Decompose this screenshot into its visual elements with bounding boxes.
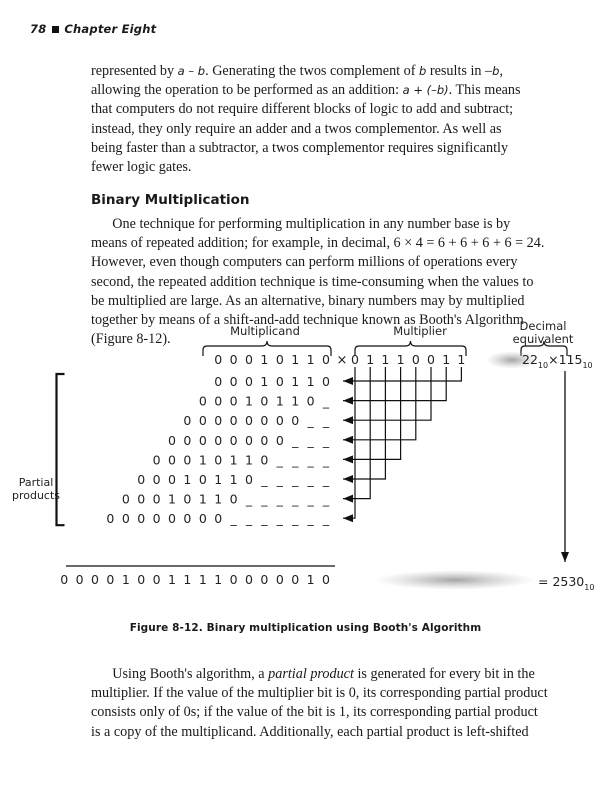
result-bit: 0 [75,572,84,587]
decimal-multiplicand: 22 [522,352,538,367]
partial-product-bit: 0 [152,452,161,468]
text-run: allowing the operation to be performed as an addition: [91,82,403,99]
partial-product-bit: 0 [183,511,192,527]
partial-product-bit: 1 [168,491,176,507]
shift-placeholder: _ [261,472,268,487]
partial-product-bit: 0 [214,511,223,527]
partial-product-bit: 0 [137,472,146,487]
multiplicand-bit: 0 [275,352,284,367]
partial-product-bit: 1 [214,472,223,487]
result-bit: 0 [322,572,330,587]
shift-placeholder: _ [245,491,253,507]
multiplicand-bit: 1 [306,352,315,367]
partial-product-bit: 0 [229,374,238,389]
result-bit: 1 [198,572,207,587]
inline-variable: b [419,64,427,78]
partial-product-bit: 0 [168,472,176,487]
multiplier-bit: 0 [427,352,435,367]
partial-product-bit: 0 [229,432,238,448]
partial-product-bit: 0 [137,491,146,507]
shift-placeholder: _ [322,413,330,429]
multiplicand-bit: 1 [260,352,269,367]
shift-placeholder: _ [322,511,330,527]
partial-product-bit: 0 [245,472,253,487]
result-bit: 0 [91,572,99,587]
text-run: . Generating the twos complement of [205,63,420,79]
partial-product-bit: 1 [198,452,207,468]
multiplier-bit: 1 [442,352,451,367]
partial-product-bit: 1 [229,452,238,468]
text-run: instead, they only require an adder and a twos complementor. As well as [91,120,502,137]
partial-product-bit: 0 [214,393,223,409]
partial-product-bit: 0 [229,491,238,507]
result-bit: 0 [106,572,115,587]
shift-placeholder: _ [292,452,299,468]
text-line [91,684,581,703]
multiplier-bit: 0 [411,352,420,367]
result-bit: 0 [275,572,284,587]
text-run: be multiplied are large. As an alternative, binary numbers may by multiplied [91,292,525,309]
text-run: is a copy of the multiplicand. Additionally, each partial product is left-shifted [91,723,529,740]
text-line [91,665,581,684]
multiplier-bit: 0 [351,352,359,367]
text-run: results in – [426,63,493,79]
text-run: is generated for every bit in the [353,666,535,682]
partial-product-bit: 1 [260,374,269,389]
partial-product-bit: 0 [214,374,223,389]
text-run [268,666,354,682]
result-bit: 1 [168,572,176,587]
partial-product-bit: 0 [260,393,269,409]
partial-product-bit: 0 [260,452,269,468]
decimal-label: Decimal [519,319,567,333]
shift-placeholder: _ [261,491,268,507]
shift-placeholder: _ [276,472,283,487]
equivalent-label: equivalent [512,332,574,346]
text-run: However, even though computers can perform millions of operations every [91,254,518,271]
section-heading: Binary Multiplication [91,192,250,208]
shift-placeholder: _ [292,491,299,507]
partial-product-bit: 0 [183,432,192,448]
shift-placeholder: _ [292,472,299,487]
partial-product-bit: 0 [168,432,176,448]
inline-variable: a + (–b) [402,83,449,98]
shift-placeholder: _ [322,393,330,409]
decimal-multiplier: 115 [558,352,583,367]
text-line [91,703,581,722]
result-bit: 0 [152,572,161,587]
shift-placeholder: _ [245,511,253,527]
partial-product-bit: 0 [275,374,284,389]
shift-placeholder: _ [261,511,268,527]
inline-variable: b [492,64,500,78]
partial-product-bit: 1 [198,491,207,507]
base-subscript: 10 [537,361,549,370]
text-run: , [499,63,504,79]
shift-placeholder: _ [292,432,299,448]
shift-placeholder: _ [276,511,283,527]
partial-product-bit: 0 [198,472,207,487]
decimal-result [538,574,594,592]
partial-product-bit: 0 [275,413,284,429]
text-run: represented by [91,63,178,79]
text-run: Using Booth's algorithm, a [91,666,269,682]
result-bit: 0 [245,572,253,587]
text-run: . This means [448,82,521,99]
multiplier-label: Multiplier [393,324,447,338]
multiplier-bit: 1 [396,352,405,367]
partial-product-bit: 0 [306,393,315,409]
partial-product-bit: 0 [152,472,161,487]
partial-product-bit: 0 [121,511,130,527]
multiplicand-bit: 0 [245,352,253,367]
partial-product-bit: 0 [198,432,207,448]
base-subscript: 10 [584,583,595,592]
products-label: products [11,489,61,502]
shift-placeholder: _ [307,432,314,448]
partial-products-bracket [57,374,65,525]
shift-placeholder: _ [322,452,330,468]
text-run: One technique for performing multiplication in any number base is by [91,216,511,232]
partial-product-bit: 0 [322,374,330,389]
multiplicand-label: Multiplicand [230,324,300,338]
partial-product-bit: 0 [183,413,192,429]
partial-product-bit: 0 [183,452,192,468]
shift-placeholder: _ [322,472,330,487]
partial-product-bit: 1 [275,393,284,409]
partial-product-bit: 0 [229,413,238,429]
result-bit: 1 [306,572,315,587]
partial-product-bit: 0 [229,393,238,409]
text-run: fewer logic gates. [91,159,192,176]
partial-product-bit: 0 [260,432,269,448]
connector-arrow [343,367,355,518]
partial-product-bit: 0 [198,393,207,409]
text-run: second, the repeated addition technique is time-consuming when the values to [91,273,534,290]
partial-product-bit: 1 [214,491,223,507]
partial-product-bit: 0 [245,432,253,448]
connector-arrow [343,367,461,381]
chapter-title: Chapter Eight [64,22,157,36]
text-run: (Figure 8-12). [91,331,171,348]
figure-caption: Figure 8-12. Binary multiplication using Booth's Algorithm [129,622,482,634]
emphasized-term: partial product [268,666,354,682]
partial-product-bit: 1 [183,472,192,487]
partial-product-bit: 0 [260,413,269,429]
shift-placeholder: _ [307,413,314,429]
decimal-expression [522,352,593,370]
result-bit: 1 [183,572,192,587]
decimal-times: × [548,352,559,367]
text-run: that computers do not require different blocks of logic to add and subtract; [91,101,514,118]
partial-product-bit: 0 [168,511,176,527]
paragraph-3 [91,665,581,742]
result-bit: 0 [137,572,146,587]
text-run: consists only of 0s; if the value of the bit is 1, its corresponding partial product [91,704,538,721]
text-run: multiplier. If the value of the multiplier bit is 0, its corresponding partial product [91,685,548,702]
partial-product-bit: 0 [121,491,130,507]
shift-placeholder: _ [276,452,283,468]
shift-placeholder: _ [307,511,314,527]
text-run: being faster than a subtractor, a twos complementor requires significantly [91,139,509,156]
speckle-band-bottom [375,570,535,590]
partial-product-bit: 0 [245,374,253,389]
shift-placeholder: _ [307,452,314,468]
result-bit: 1 [121,572,130,587]
partial-product-bit: 0 [152,491,161,507]
shift-placeholder: _ [307,491,314,507]
shift-placeholder: _ [307,472,314,487]
partial-product-bit: 1 [245,393,253,409]
connector-arrow [343,367,416,440]
times-symbol: × [336,353,348,368]
partial-product-bit: 1 [291,393,300,409]
base-subscript: 10 [582,361,593,370]
partial-product-bit: 0 [291,413,300,429]
shift-placeholder: _ [322,491,330,507]
shift-placeholder: _ [292,511,299,527]
decimal-result-value: = 2530 [538,574,585,589]
partial-product-bit: 0 [214,413,223,429]
page-number: 78 [30,22,47,36]
multiplicand-bit: 0 [229,352,238,367]
multiplier-bit: 1 [381,352,390,367]
partial-label: Partial [18,476,54,489]
partial-product-bit: 0 [137,511,146,527]
result-bit: 0 [229,572,238,587]
partial-product-bit: 0 [168,452,176,468]
partial-product-bit: 0 [275,432,284,448]
multiplier-bit: 1 [366,352,375,367]
multiplicand-bit: 0 [214,352,223,367]
partial-product-bit: 0 [214,452,223,468]
partial-product-bit: 0 [245,413,253,429]
inline-variable: a – b [177,64,206,78]
partial-product-bit: 0 [152,511,161,527]
partial-product-bit: 0 [198,511,207,527]
shift-placeholder: _ [276,491,283,507]
partial-product-bit: 0 [214,432,223,448]
result-bit: 0 [291,572,300,587]
result-bit: 1 [214,572,223,587]
shift-placeholder: _ [322,432,330,448]
partial-product-bit: 1 [306,374,315,389]
multiplicand-bit: 0 [322,352,330,367]
shift-placeholder: _ [230,511,237,527]
text-line [91,723,581,742]
partial-product-bit: 1 [291,374,300,389]
text-run: together by means of a shift-and-add technique known as Booth's Algorithm [91,312,524,329]
result-bit: 0 [260,572,269,587]
partial-product-bit: 0 [198,413,207,429]
multiplicand-bit: 1 [291,352,300,367]
connector-arrow [343,367,385,479]
partial-product-bit: 0 [183,491,192,507]
connector-arrow [343,367,431,420]
partial-product-bit: 1 [245,452,253,468]
partial-product-bit: 1 [229,472,238,487]
multiplier-bit: 1 [457,352,466,367]
partial-product-bit: 0 [106,511,115,527]
text-run: means of repeated addition; for example, in decimal, 6 × 4 = 6 + 6 + 6 + 6 = 24. [91,235,545,252]
result-bit: 0 [60,572,69,587]
